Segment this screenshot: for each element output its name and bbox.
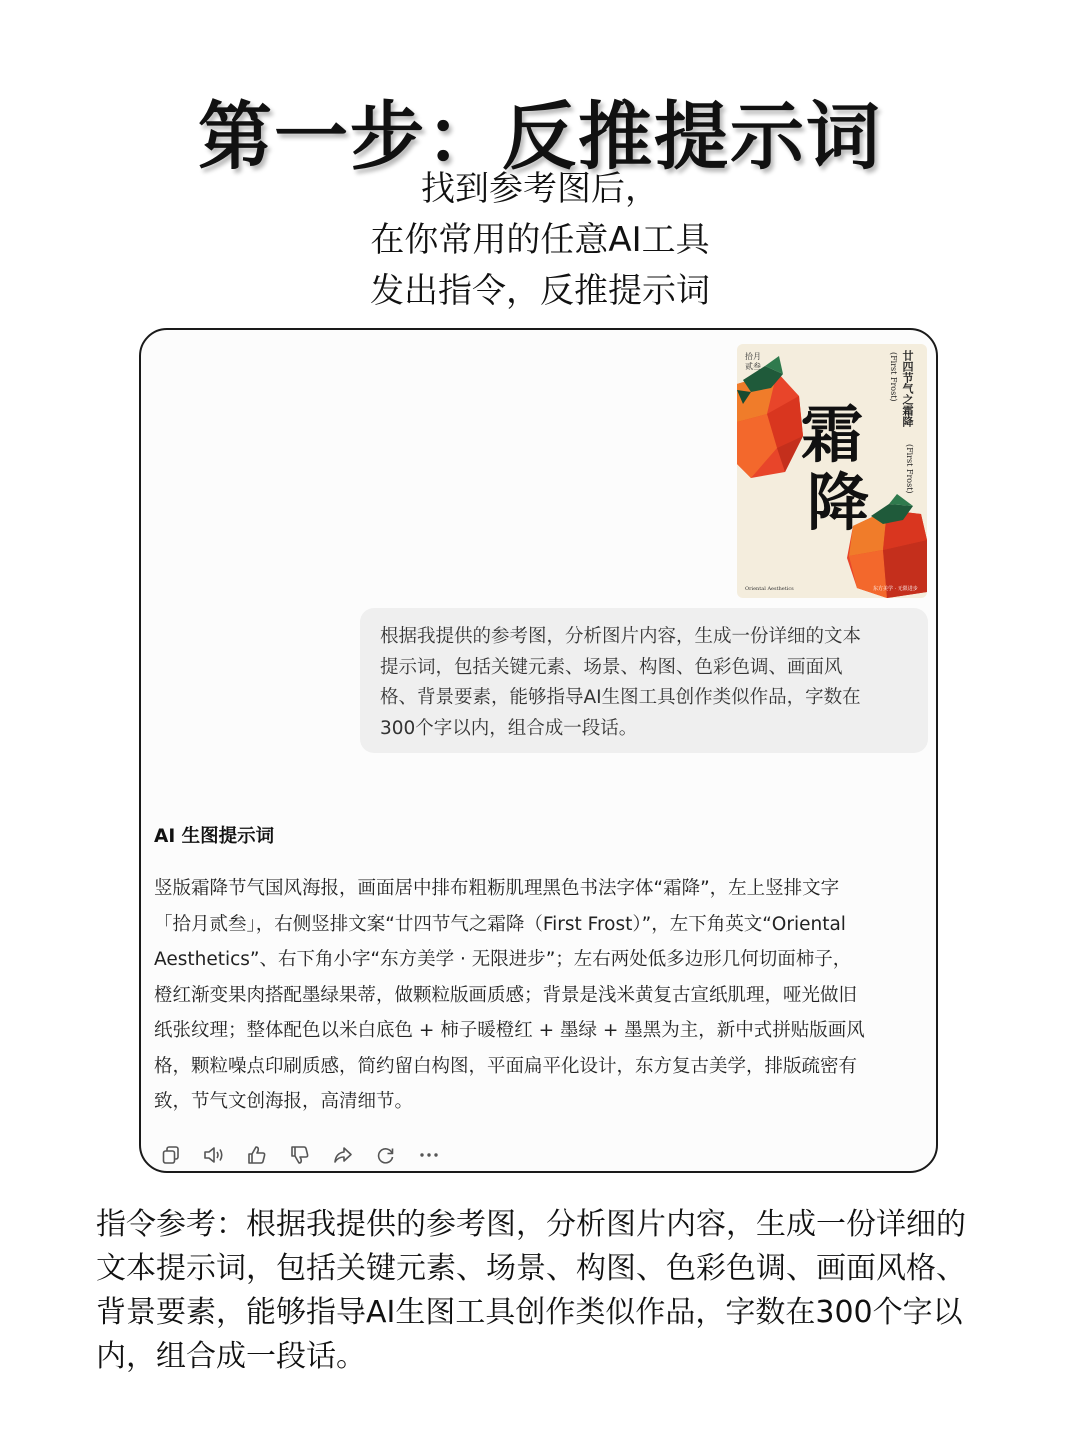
page-subtitle (0, 164, 1080, 317)
ai-response-line: 「拾月贰叁」，右侧竖排文案“廿四节气之霜降（First Frost）”，左下角英文“Oriental (154, 913, 846, 935)
regenerate-icon[interactable] (373, 1143, 399, 1167)
reference-poster-image[interactable] (737, 344, 927, 598)
footer-line: 文本提示词，包括关键元素、场景、构图、色彩色调、画面风格、 (96, 1251, 966, 1286)
chat-window (139, 328, 938, 1173)
ai-response-line: 致，节气文创海报，高清细节。 (154, 1091, 414, 1112)
poster-vertical-title: 廿四节气之霜降 (901, 350, 914, 427)
page-title: 第一步：反推提示词 (198, 94, 882, 180)
subtitle-line: 在你常用的任意AI工具 (370, 220, 710, 260)
share-icon[interactable] (330, 1143, 356, 1167)
speaker-icon[interactable] (201, 1143, 227, 1167)
ai-response-line: 橙红渐变果肉搭配墨绿果蒂，做颗粒版画质感；背景是浅米黄复古宣纸肌理，哑光做旧 (154, 984, 858, 1006)
footer-line: 背景要素，能够指导AI生图工具创作类似作品，字数在300个字以 (96, 1295, 963, 1330)
ai-response-text (154, 871, 930, 1120)
user-message-line: 提示词，包括关键元素、场景、构图、色彩色调、画面风 (380, 656, 843, 678)
footer-line: 指令参考：根据我提供的参考图，分析图片内容，生成一份详细的 (96, 1207, 966, 1242)
poster-char-jiang: 降 (807, 466, 870, 539)
subtitle-line: 发出指令，反推提示词 (370, 271, 710, 311)
poster-vertical-en: (First Frost) (889, 352, 898, 402)
poster-vertical-en-small: (First Frost) (905, 444, 914, 494)
thumbs-up-icon[interactable] (244, 1143, 270, 1167)
more-icon[interactable] (416, 1143, 442, 1167)
ai-response-heading: AI 生图提示词 (154, 826, 275, 847)
footer-line: 内，组合成一段话。 (96, 1339, 366, 1374)
poster-bottom-left-text: Oriental Aesthetics (745, 586, 794, 592)
user-message-line: 300个字以内，组合成一段话。 (380, 717, 638, 739)
thumbs-down-icon[interactable] (287, 1143, 313, 1167)
user-message-bubble (360, 608, 928, 753)
instruction-reference (96, 1203, 1016, 1379)
poster-char-shuang: 霜 (801, 398, 864, 471)
ai-response-line: 竖版霜降节气国风海报，画面居中排布粗粝肌理黑色书法字体“霜降”，左上竖排文字 (154, 878, 840, 899)
ai-response-line: 纸张纹理；整体配色以米白底色 + 柿子暖橙红 + 墨绿 + 墨黑为主，新中式拼贴版画风 (154, 1020, 865, 1041)
user-message-line: 格、背景要素，能够指导AI生图工具创作类似作品，字数在 (380, 687, 861, 708)
ai-response-line: 格，颗粒噪点印刷质感，简约留白构图，平面扁平化设计，东方复古美学，排版疏密有 (154, 1055, 858, 1077)
subtitle-line: 找到参考图后， (421, 169, 659, 209)
poster-bottom-right-text: 东方美学 · 无限进步 (873, 586, 918, 592)
poster-top-left-text: 拾月 贰叁 (745, 352, 761, 371)
user-message-line: 根据我提供的参考图，分析图片内容，生成一份详细的文本 (380, 626, 862, 647)
ai-response-line: Aesthetics”、右下角小字“东方美学 · 无限进步”；左右两处低多边形几何切面柿子， (154, 949, 852, 970)
copy-icon[interactable] (158, 1143, 184, 1167)
message-action-bar (158, 1143, 442, 1167)
